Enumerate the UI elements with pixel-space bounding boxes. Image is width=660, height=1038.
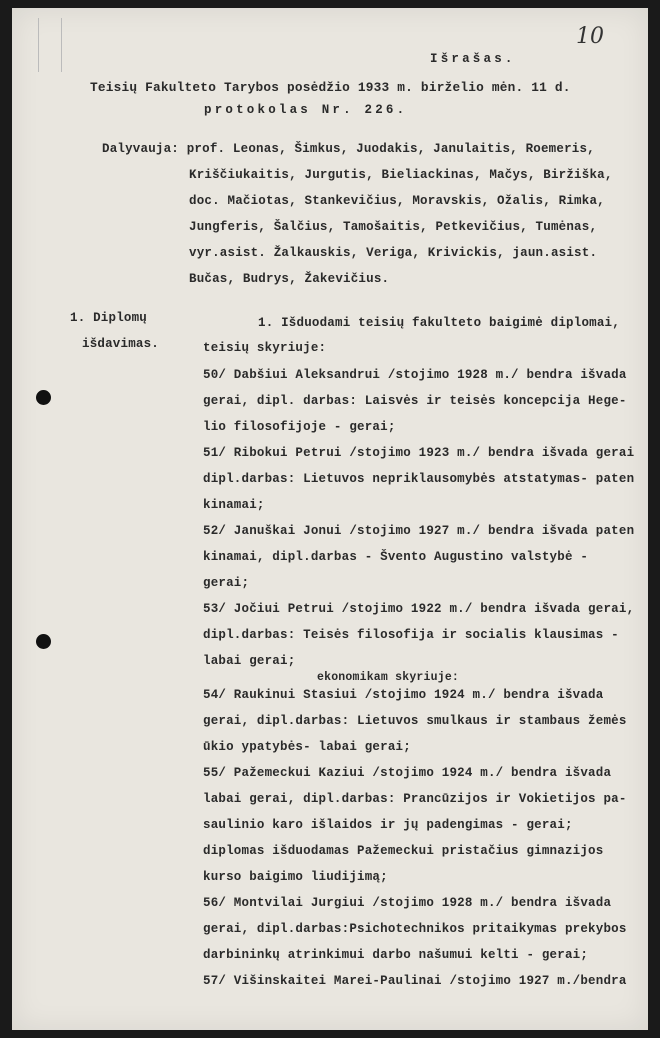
document-title: Išrašas. bbox=[430, 52, 516, 66]
subsection-heading: ekonomikam skyriuje: bbox=[317, 671, 460, 684]
body-line: lio filosofijoje - gerai; bbox=[203, 420, 396, 434]
body-line: 51/ Ribokui Petrui /stojimo 1923 m./ bendra išvada gerai bbox=[203, 446, 635, 460]
attendance-line: Bučas, Budrys, Žakevičius. bbox=[189, 272, 390, 286]
header-line-1: Teisių Fakulteto Tarybos posėdžio 1933 m. birželio mėn. 11 d. bbox=[90, 80, 571, 95]
body-line: 55/ Pažemeckui Kaziui /stojimo 1924 m./ bendra išvada bbox=[203, 766, 612, 780]
body-line: 53/ Jočiui Petrui /stojimo 1922 m./ bendra išvada gerai, bbox=[203, 602, 635, 616]
body-line: gerai, dipl. darbas: Laisvės ir teisės koncepcija Hege- bbox=[203, 394, 627, 408]
attendance-line: vyr.asist. Žalkauskis, Veriga, Krivickis, jaun.asist. bbox=[189, 246, 598, 260]
attendance-line: Dalyvauja: prof. Leonas, Šimkus, Juodakis, Janulaitis, Roemeris, bbox=[102, 142, 595, 156]
body-line: 52/ Januškai Jonui /stojimo 1927 m./ bendra išvada paten bbox=[203, 524, 635, 538]
body-line: gerai, dipl.darbas: Lietuvos smulkaus ir stambaus žemės bbox=[203, 714, 627, 728]
header-line-2: protokolas Nr. 226. bbox=[204, 103, 408, 117]
body-line: gerai, dipl.darbas:Psichotechnikos pritaikymas prekybos bbox=[203, 922, 627, 936]
body-line: 50/ Dabšiui Aleksandrui /stojimo 1928 m./ bendra išvada bbox=[203, 368, 627, 382]
body-line: 57/ Višinskaitei Marei-Paulinai /stojimo 1927 m./bendra bbox=[203, 974, 627, 988]
section-label: 1. Diplomų bbox=[70, 311, 148, 325]
attendance-line: doc. Mačiotas, Stankevičius, Moravskis, Ožalis, Rimka, bbox=[189, 194, 605, 208]
body-line: diplomas išduodamas Pažemeckui pristačius gimnazijos bbox=[203, 844, 604, 858]
attendance-line: Kriščiukaitis, Jurgutis, Bieliackinas, Mačys, Biržiška, bbox=[189, 168, 613, 182]
document-page bbox=[12, 8, 648, 1030]
body-line: ūkio ypatybės- labai gerai; bbox=[203, 740, 411, 754]
body-line: dipl.darbas: Lietuvos nepriklausomybės atstatymas- paten bbox=[203, 472, 635, 486]
body-line: 56/ Montvilai Jurgiui /stojimo 1928 m./ bendra išvada bbox=[203, 896, 612, 910]
body-line: 1. Išduodami teisių fakulteto baigimė diplomai, bbox=[258, 316, 620, 330]
body-line: kurso baigimo liudijimą; bbox=[203, 870, 388, 884]
attendance-line: Jungferis, Šalčius, Tamošaitis, Petkevičius, Tumėnas, bbox=[189, 220, 598, 234]
binder-mark bbox=[38, 18, 62, 72]
body-line: dipl.darbas: Teisės filosofija ir socialis klausimas - bbox=[203, 628, 619, 642]
section-label: išdavimas. bbox=[82, 337, 160, 351]
body-line: gerai; bbox=[203, 576, 250, 590]
body-line: teisių skyriuje: bbox=[203, 341, 327, 355]
page-number-handwritten: 10 bbox=[576, 24, 604, 49]
body-line: labai gerai, dipl.darbas: Prancūzijos ir Vokietijos pa- bbox=[203, 792, 627, 806]
body-line: kinamai; bbox=[203, 498, 265, 512]
body-line: darbininkų atrinkimui darbo našumui kelti - gerai; bbox=[203, 948, 589, 962]
body-line: 54/ Raukinui Stasiui /stojimo 1924 m./ bendra išvada bbox=[203, 688, 604, 702]
punch-hole bbox=[36, 634, 51, 649]
body-line: kinamai, dipl.darbas - Švento Augustino valstybė - bbox=[203, 550, 589, 564]
body-line: labai gerai; bbox=[203, 654, 296, 668]
body-line: saulinio karo išlaidos ir jų padengimas - gerai; bbox=[203, 818, 573, 832]
punch-hole bbox=[36, 390, 51, 405]
